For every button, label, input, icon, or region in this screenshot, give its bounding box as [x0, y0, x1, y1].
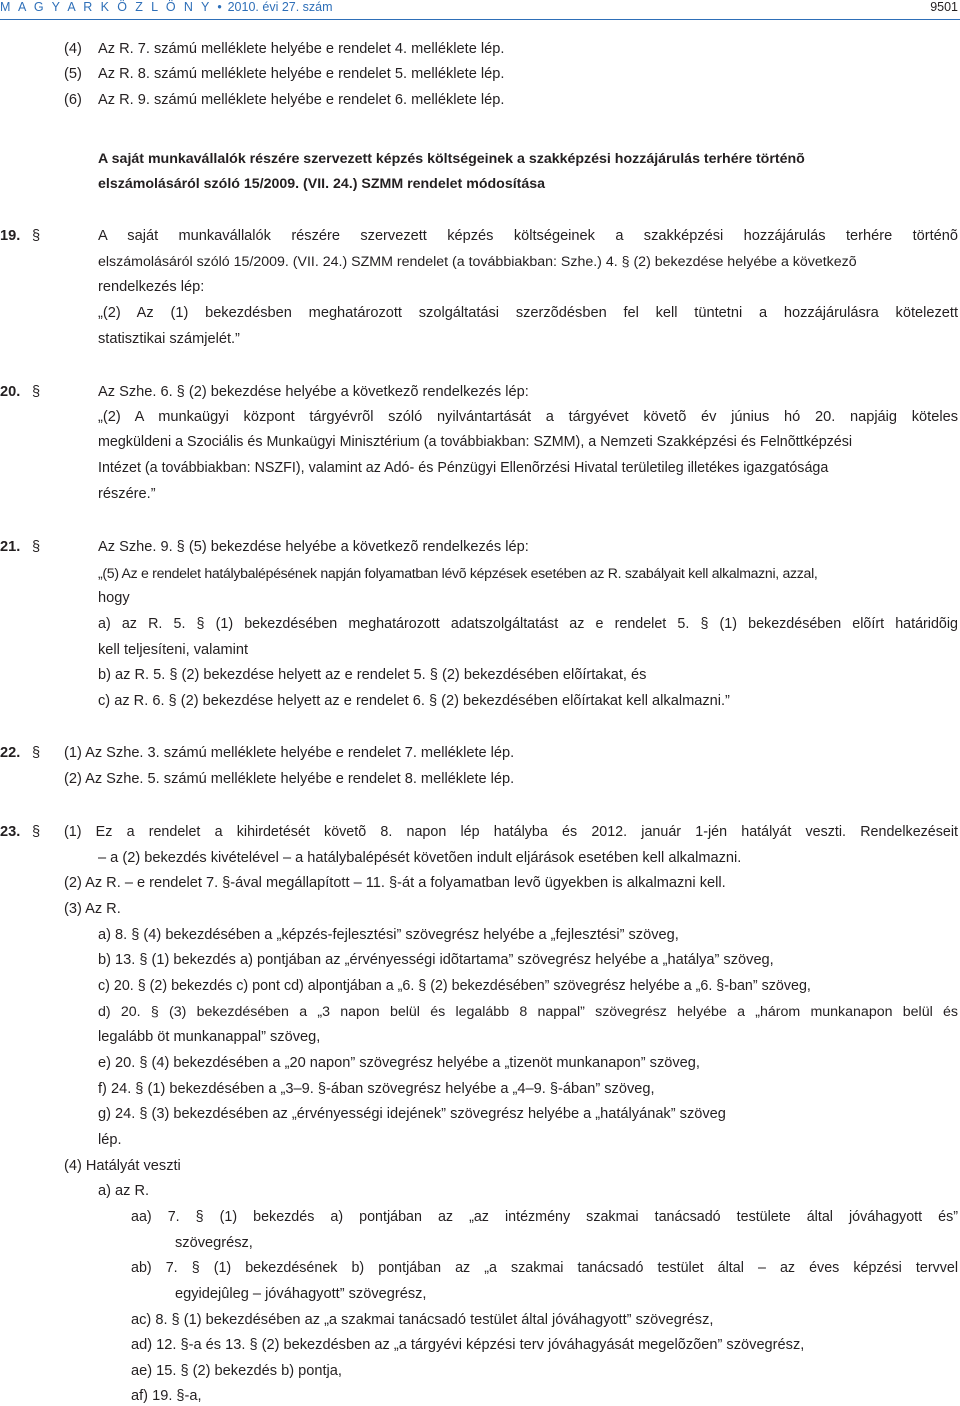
text-line: „(5) Az e rendelet hatálybalépésének napján folyamatban lévõ képzések esetében az R. szabályait kell alkalmazni, azzal,	[98, 565, 818, 581]
journal-title: M A G Y A R K Ö Z L Ö N Y • 2010. évi 27. szám	[0, 0, 333, 14]
list-item: ad) 12. §-a és 13. § (2) bekezdésben az „a tárgyévi képzési terv jóváhagyását megelõzõen” szövegrész,	[131, 1337, 805, 1353]
list-item: ac) 8. § (1) bekezdésében az „a szakmai tanácsadó testület által jóváhagyott” szövegrész,	[131, 1312, 714, 1328]
text-line: (4) Hatályát veszti	[64, 1158, 181, 1174]
text-line: (2) Az R. – e rendelet 7. §-ával megállapított – 11. §-át a folyamatban levõ ügyekben is alkalmazni kell.	[64, 875, 726, 891]
list-item: ae) 15. § (2) bekezdés b) pontja,	[131, 1363, 342, 1379]
list-item: g) 24. § (3) bekezdésében az „érvényességi idejének” szövegrész helyébe a „hatályának” szöveg	[98, 1106, 726, 1122]
section-number: 21.	[0, 539, 21, 555]
section-sign: §	[32, 384, 41, 400]
list-item: af) 19. §-a,	[131, 1388, 202, 1404]
text-line: A saját munkavállalók részére szervezett képzés költségeinek a szakképzési hozzájárulás terhére történõ	[98, 228, 958, 244]
text-line: Az Szhe. 9. § (5) bekezdése helyébe a következõ rendelkezés lép:	[98, 539, 529, 555]
text-line: szövegrész,	[175, 1235, 253, 1251]
list-item: d) 20. § (3) bekezdésében a „3 napon belül és legalább 8 nappal” szövegrész helyébe a „három munkanapon belül és	[98, 1004, 958, 1020]
text-line: hogy	[98, 590, 130, 606]
text-line: b) az R. 5. § (2) bekezdése helyett az e rendelet 5. § (2) bekezdésében elõírtakat, és	[98, 667, 647, 683]
list-item: a) az R.	[98, 1183, 150, 1199]
text-line: egyidejûleg – jóváhagyott” szövegrész,	[175, 1286, 427, 1302]
header-bullet: •	[217, 0, 222, 14]
list-item: b) 13. § (1) bekezdés a) pontjában az „érvényességi idõtartama” szövegrész helyébe a „hatálya” szöveg,	[98, 952, 774, 968]
list-item: a) 8. § (4) bekezdésében a „képzés-fejlesztési” szövegrész helyébe a „fejlesztési” szöveg,	[98, 927, 679, 943]
text-line: legalább öt munkanappal” szöveg,	[98, 1029, 321, 1045]
section-heading: elszámolásáról szóló 15/2009. (VII. 24.) SZMM rendelet módosítása	[98, 176, 546, 192]
text-line: Az R. 9. számú melléklete helyébe e rendelet 6. melléklete lép.	[98, 92, 505, 108]
header-rule	[0, 19, 960, 20]
paragraph-number: (5)	[64, 66, 82, 82]
list-item: ab) 7. § (1) bekezdésének b) pontjában az „a szakmai tanácsadó testület által – az éves képzési tervvel	[131, 1260, 958, 1276]
list-item: f) 24. § (1) bekezdésében a „3–9. §-ában szövegrész helyébe a „4–9. §-ában” szöveg,	[98, 1081, 655, 1097]
text-line: c) az R. 6. § (2) bekezdése helyett az e rendelet 6. § (2) bekezdésében elõírtakat kell alkalmazni.”	[98, 693, 730, 709]
text-line: (3) Az R.	[64, 901, 121, 917]
list-item: c) 20. § (2) bekezdés c) pont cd) alpontjában a „6. § (2) bekezdésében” szövegrész helyébe a „6. §-ban” szöveg,	[98, 978, 811, 994]
text-line: elszámolásáról szóló 15/2009. (VII. 24.) SZMM rendelet (a továbbiakban: Szhe.) 4. § (2) bekezdése helyébe a következõ	[98, 254, 857, 270]
text-line: statisztikai számjelét.”	[98, 331, 240, 347]
paragraph-number: (4)	[64, 41, 82, 57]
text-line: lép.	[98, 1132, 122, 1148]
text-line: Az R. 8. számú melléklete helyébe e rendelet 5. melléklete lép.	[98, 66, 505, 82]
text-line: (1) Az Szhe. 3. számú melléklete helyébe e rendelet 7. melléklete lép.	[64, 745, 515, 761]
list-item: aa) 7. § (1) bekezdés a) pontjában az „az intézmény szakmai tanácsadó testülete által jóváhagyott és”	[131, 1209, 958, 1225]
text-line: kell teljesíteni, valamint	[98, 642, 249, 658]
text-line: (2) Az Szhe. 5. számú melléklete helyébe e rendelet 8. melléklete lép.	[64, 771, 515, 787]
section-number: 19.	[0, 228, 21, 244]
text-line: rendelkezés lép:	[98, 279, 205, 295]
section-number: 23.	[0, 824, 21, 840]
text-line: Az Szhe. 6. § (2) bekezdése helyébe a következõ rendelkezés lép:	[98, 384, 529, 400]
page-number: 9501	[930, 0, 958, 14]
section-sign: §	[32, 745, 41, 761]
text-line: (1) Ez a rendelet a kihirdetését követõ 8. napon lép hatályba és 2012. január 1-jén hatályát veszti. Rendelkezéseit	[64, 824, 958, 840]
running-header	[0, 0, 960, 20]
section-heading: A saját munkavállalók részére szervezett képzés költségeinek a szakképzési hozzájárulás terhére történõ	[98, 151, 805, 167]
text-line: a) az R. 5. § (1) bekezdésében meghatározott adatszolgáltatást az e rendelet 5. § (1) bekezdésében elõírt határidõig	[98, 616, 958, 632]
text-line: – a (2) bekezdés kivételével – a hatálybalépését követõen indult eljárások esetében kell alkalmazni.	[98, 850, 742, 866]
text-line: „(2) A munkaügyi központ tárgyévrõl szóló nyilvántartását a tárgyévet követõ év június hó 20. napjáig köteles	[98, 409, 958, 425]
text-line: részére.”	[98, 486, 156, 502]
section-number: 22.	[0, 745, 21, 761]
section-number: 20.	[0, 384, 21, 400]
section-sign: §	[32, 539, 41, 555]
text-line: „(2) Az (1) bekezdésben meghatározott szolgáltatási szerzõdésben fel kell tüntetni a hozzájárulásra kötelezett	[98, 305, 958, 321]
text-line: Az R. 7. számú melléklete helyébe e rendelet 4. melléklete lép.	[98, 41, 505, 57]
text-line: Intézet (a továbbiakban: NSZFI), valamint az Adó- és Pénzügyi Ellenõrzési Hivatal területileg illetékes igazgatósága	[98, 460, 829, 476]
text-line: megküldeni a Szociális és Munkaügyi Minisztérium (a továbbiakban: SZMM), a Nemzeti Szakképzési és Felnõttképzési	[98, 434, 853, 450]
list-item: e) 20. § (4) bekezdésében a „20 napon” szövegrész helyébe a „tizenöt munkanapon” szöveg,	[98, 1055, 700, 1071]
section-sign: §	[32, 228, 41, 244]
paragraph-number: (6)	[64, 92, 82, 108]
section-sign: §	[32, 824, 41, 840]
issue-label: 2010. évi 27. szám	[227, 0, 333, 14]
